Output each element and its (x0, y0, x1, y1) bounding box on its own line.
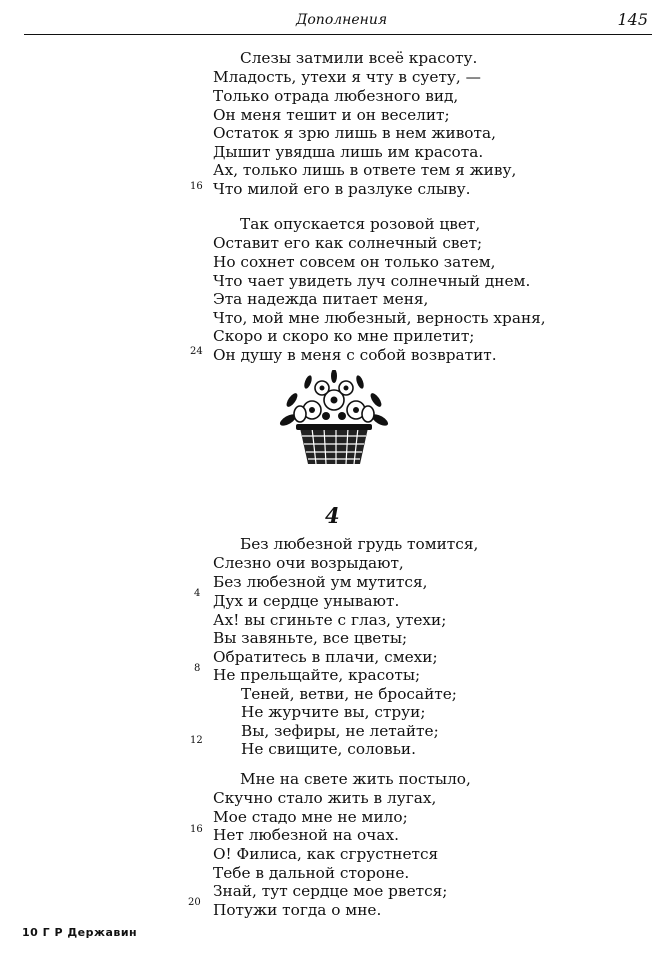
poem-number: 4 (325, 503, 340, 528)
line-number: 20 (188, 897, 201, 908)
line-number: 24 (190, 346, 203, 357)
verse-line: Что милой его в разлуке слыву. (213, 180, 471, 198)
verse-line: Он душу в меня с собой возвратит. (213, 346, 497, 364)
verse-line: О! Филиса, как сгрустнется (213, 845, 439, 863)
verse-line: Младость, утехи я чту в суету, — (213, 68, 481, 86)
verse-line: Ах! вы сгиньте с глаз, утехи; (213, 611, 447, 629)
flower-basket-ornament (278, 370, 390, 470)
verse-line: Потужи тогда о мне. (213, 901, 382, 919)
line-number: 16 (190, 181, 203, 192)
verse-line: Слезы затмили всеё красоту. (240, 49, 478, 67)
verse-line: Что, мой мне любезный, верность храня, (213, 309, 546, 327)
verse-line: Дышит увядша лишь им красота. (213, 143, 484, 161)
verse-line: Дух и сердце унывают. (213, 592, 400, 610)
verse-line: Эта надежда питает меня, (213, 290, 429, 308)
verse-line: Знай, тут сердце мое рвется; (213, 882, 448, 900)
signature-footer: 10 Г Р Державин (22, 926, 138, 939)
verse-line: Оставит его как солнечный свет; (213, 234, 483, 252)
verse-line: Вы, зефиры, не летайте; (241, 722, 439, 740)
verse-line: Скоро и скоро ко мне прилетит; (213, 327, 475, 345)
verse-line: Но сохнет совсем он только затем, (213, 253, 496, 271)
verse-line: Только отрада любезного вид, (213, 87, 459, 105)
verse-line: Не свищите, соловьи. (241, 740, 416, 758)
verse-line: Тебе в дальной стороне. (213, 864, 410, 882)
verse-line: Без любезной грудь томится, (240, 535, 479, 553)
verse-line: Так опускается розовой цвет, (240, 215, 481, 233)
verse-line: Не прельщайте, красоты; (213, 666, 421, 684)
verse-line: Нет любезной на очах. (213, 826, 399, 844)
verse-line: Слезно очи возрыдают, (213, 554, 404, 572)
verse-line: Без любезной ум мутится, (213, 573, 428, 591)
verse-line: Остаток я зрю лишь в нем живота, (213, 124, 496, 142)
verse-line: Вы завяньте, все цветы; (213, 629, 408, 647)
verse-line: Ах, только лишь в ответе тем я живу, (213, 161, 517, 179)
running-header (24, 10, 652, 35)
verse-line: Обратитесь в плачи, смехи; (213, 648, 438, 666)
line-number: 4 (194, 588, 201, 599)
verse-line: Мое стадо мне не мило; (213, 808, 408, 826)
line-number: 12 (190, 735, 203, 746)
verse-line: Скучно стало жить в лугах, (213, 789, 437, 807)
verse-line: Теней, ветви, не бросайте; (241, 685, 457, 703)
verse-line: Мне на свете жить постыло, (240, 770, 471, 788)
line-number: 16 (190, 824, 203, 835)
verse-line: Не журчите вы, струи; (241, 703, 426, 721)
page-number: 145 (617, 10, 648, 29)
line-number: 8 (194, 663, 201, 674)
verse-line: Что чает увидеть луч солнечный днем. (213, 272, 531, 290)
running-title: Дополнения (296, 12, 388, 28)
verse-line: Он меня тешит и он веселит; (213, 106, 450, 124)
